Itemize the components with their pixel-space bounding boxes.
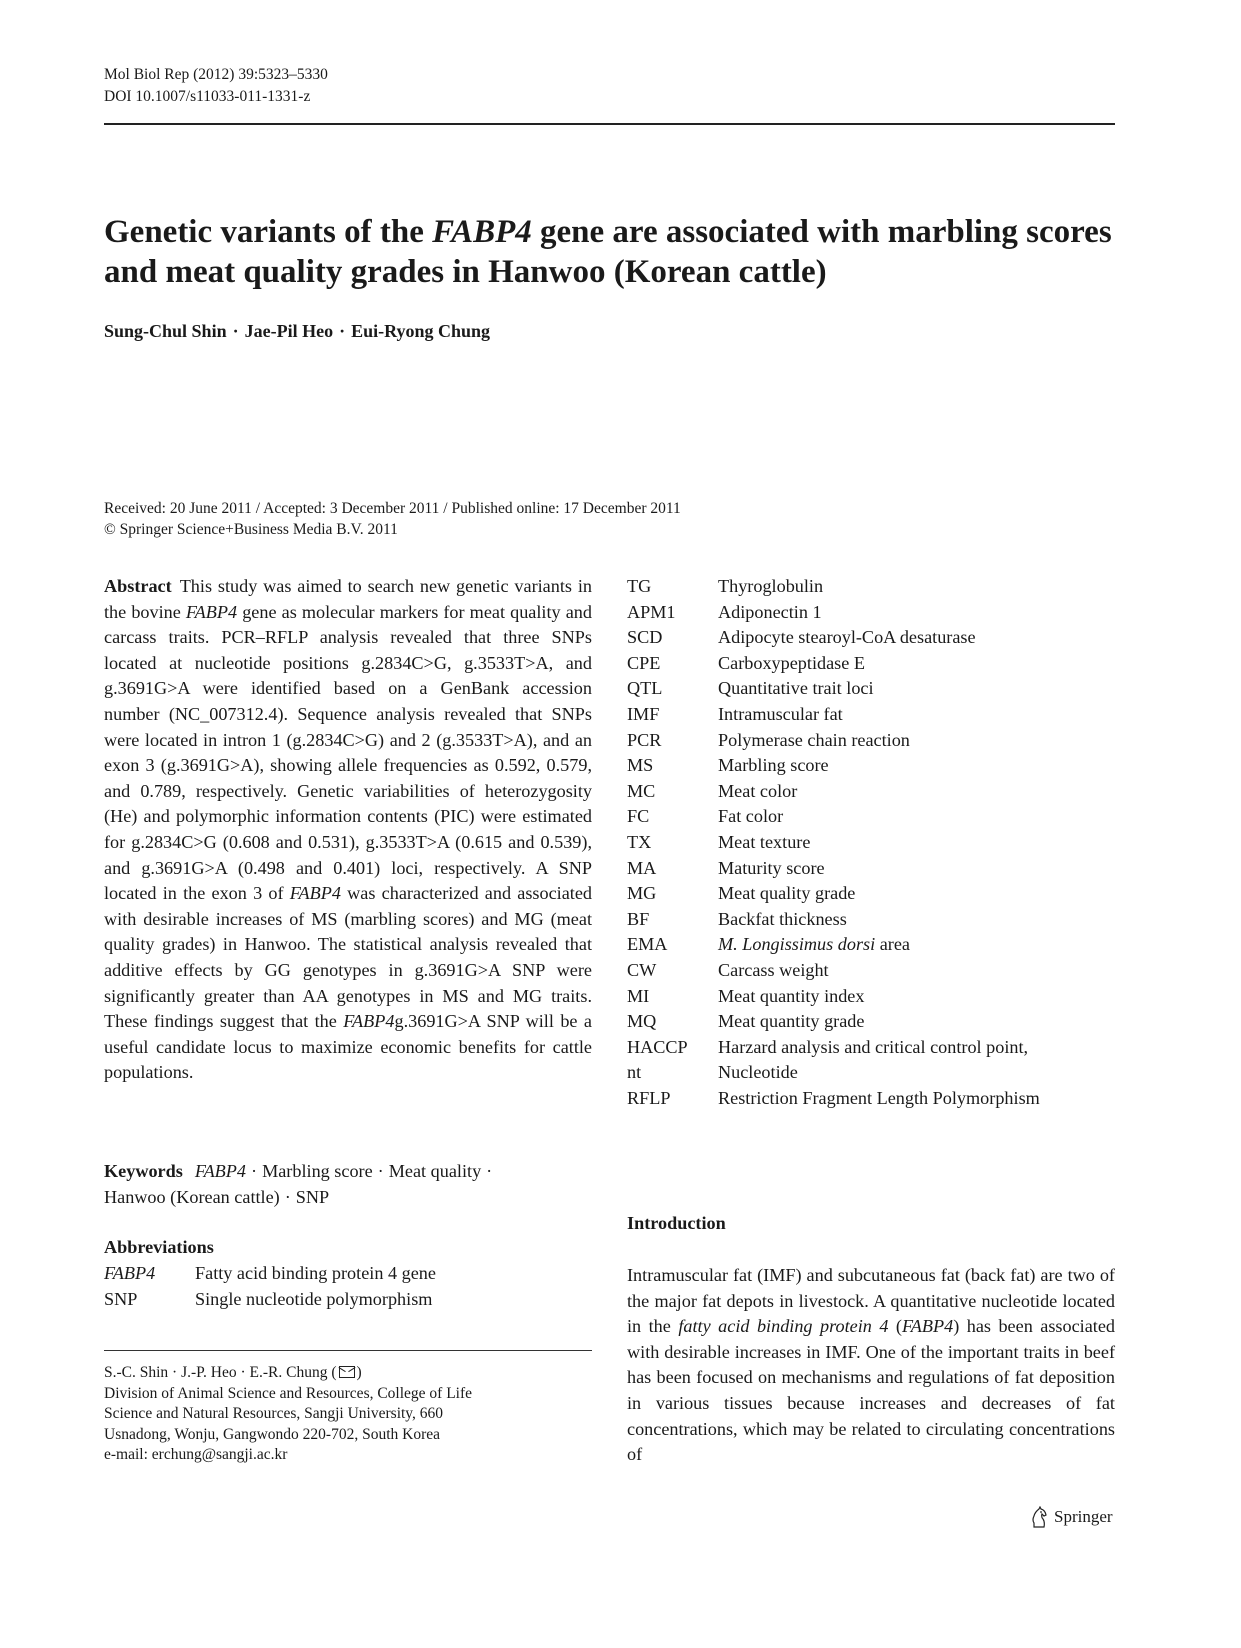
dates-line: Received: 20 June 2011 / Accepted: 3 December 2011 / Published online: 17 December 2011 xyxy=(104,500,681,517)
abbreviation-row: SCD Adipocyte stearoyl-CoA desaturase xyxy=(627,627,976,648)
introduction-heading: Introduction xyxy=(627,1213,726,1233)
springer-knight-icon xyxy=(1030,1506,1048,1528)
abbreviation-row: CPE Carboxypeptidase E xyxy=(627,652,865,673)
journal-citation: Mol Biol Rep (2012) 39:5323–5330 xyxy=(104,66,328,83)
title-gene-name: FABP4 xyxy=(432,214,532,250)
publisher-name: Springer xyxy=(1054,1507,1113,1526)
abbreviation-row: MG Meat quality grade xyxy=(627,883,856,904)
author: Eui-Ryong Chung xyxy=(351,321,491,341)
author: Sung-Chul Shin xyxy=(104,321,227,341)
abbreviation-row: EMA M. Longissimus dorsi area xyxy=(627,934,910,955)
keywords-label: Keywords xyxy=(104,1161,183,1181)
abstract: Abstract This study was aimed to search new genetic variants in the bovine FABP4 gene as molecular markers for meat quality and carcass traits. PCR–RFLP analysis revealed that three SNPs located at nucleotide positions g.2834C>G, g.3533T>A, and g.3691G>A were identified based on a GenBank accession number (NC_007312.4). Sequence analysis revealed that SNPs were located in intron 1 (g.2834C>G) and 2 (g.3533T>A), and an exon 3 (g.3691G>A), showing allele frequencies as 0.592, 0.579, and 0.789, respectively. Genetic variabilities of heterozygosity (He) and polymorphic information contents (PIC) were estimated for g.2834C>G (0.608 and 0.531), g.3533T>A (0.615 and 0.539), and g.3691G>A (0.498 and 0.401) loci, respectively. A SNP located in the exon 3 of FABP4 was characterized and associated with desirable increases of MS (marbling scores) and MG (meat quality grades) in Hanwoo. The statistical analysis revealed that additive effects by GG genotypes in g.3691G>A SNP were significantly greater than AA genotypes in MS and MG traits. These findings suggest that the FABP4g.3691G>A SNP will be a useful candidate locus to maximize economic benefits for cattle populations. xyxy=(104,576,592,1083)
author: Jae-Pil Heo xyxy=(244,321,334,341)
abbreviation-row: MA Maturity score xyxy=(627,857,825,878)
abbreviation-row: FABP4 Fatty acid binding protein 4 gene xyxy=(104,1263,436,1283)
abbreviation-row: MQ Meat quantity grade xyxy=(627,1011,865,1032)
abbreviation-row: TG Thyroglobulin xyxy=(627,576,824,596)
contact-email: e-mail: erchung@sangji.ac.kr xyxy=(104,1446,288,1463)
copyright-line: © Springer Science+Business Media B.V. 2011 xyxy=(104,521,398,538)
journal-header xyxy=(104,64,328,108)
abbreviation-row: HACCP Harzard analysis and critical control point, xyxy=(627,1036,1029,1057)
abbreviation-row: MC Meat color xyxy=(627,780,798,801)
doi: DOI 10.1007/s11033-011-1331-z xyxy=(104,88,311,105)
author-list: Sung-Chul Shin · Jae-Pil Heo · Eui-Ryong Chung xyxy=(104,321,491,341)
abbreviation-row: PCR Polymerase chain reaction xyxy=(627,729,910,750)
abbreviations-heading: Abbreviations xyxy=(104,1237,214,1257)
abbreviation-row: FC Fat color xyxy=(627,806,784,827)
introduction-text: Intramuscular fat (IMF) and subcutaneous fat (back fat) are two of the major fat depots in livestock. A quantitative nucleotide located in the fatty acid binding protein 4 (FABP4) has been associated with desirable increases in IMF. One of the important traits in beef has been focused on mechanisms and regulations of fat deposition in various tissues because increases and decreases of fat concentrations, which may be related to circulating concentrations of xyxy=(627,1265,1116,1465)
keyword: Hanwoo (Korean cattle) xyxy=(104,1186,280,1207)
abbreviation-row: RFLP Restriction Fragment Length Polymorphism xyxy=(627,1087,1040,1108)
abbreviation-row: TX Meat texture xyxy=(627,831,811,852)
publisher-logo xyxy=(1030,1506,1113,1528)
affiliation-authors: S.-C. Shin · J.-P. Heo · E.-R. Chung ( ) xyxy=(104,1364,362,1381)
affiliation: S.-C. Shin · J.-P. Heo · E.-R. Chung ( ) Division of Animal Science and Resources, College of Life Science and Natural Resources, Sangji University, 660 Usnadong, Wonju, Gangwondo 220-702, South Korea e-mail: erchung@sangji.ac.kr xyxy=(104,1363,472,1466)
paper-title: Genetic variants of the FABP4 gene are associated with marbling scores and meat quality grades in Hanwoo (Korean cattle) xyxy=(104,214,1112,290)
abbreviation-row: IMF Intramuscular fat xyxy=(627,703,843,724)
keyword: FABP4 xyxy=(194,1161,246,1181)
affiliation-rule xyxy=(104,1350,592,1351)
abbreviation-row: MS Marbling score xyxy=(627,755,829,776)
keyword: SNP xyxy=(295,1186,330,1207)
abbreviations-list-left xyxy=(104,1261,436,1312)
abbreviation-row: nt Nucleotide xyxy=(627,1062,798,1083)
keyword: Marbling score xyxy=(262,1161,373,1181)
keyword: Meat quality xyxy=(388,1161,482,1181)
abbreviation-row: QTL Quantitative trait loci xyxy=(627,678,874,699)
abbreviation-row: SNP Single nucleotide polymorphism xyxy=(104,1288,433,1309)
abbreviation-row: BF Backfat thickness xyxy=(627,908,847,929)
abbreviation-row: MI Meat quantity index xyxy=(627,985,865,1006)
keywords: Keywords FABP4 · Marbling score · Meat quality · Hanwoo (Korean cattle) · SNP xyxy=(104,1161,493,1207)
envelope-icon xyxy=(339,1366,355,1378)
publication-dates xyxy=(104,498,681,540)
abstract-label: Abstract xyxy=(104,576,172,596)
abbreviations-list-right xyxy=(627,574,1040,1111)
abbreviation-row: APM1 Adiponectin 1 xyxy=(627,601,822,622)
abbreviation-row: CW Carcass weight xyxy=(627,959,829,980)
header-rule xyxy=(104,123,1115,125)
